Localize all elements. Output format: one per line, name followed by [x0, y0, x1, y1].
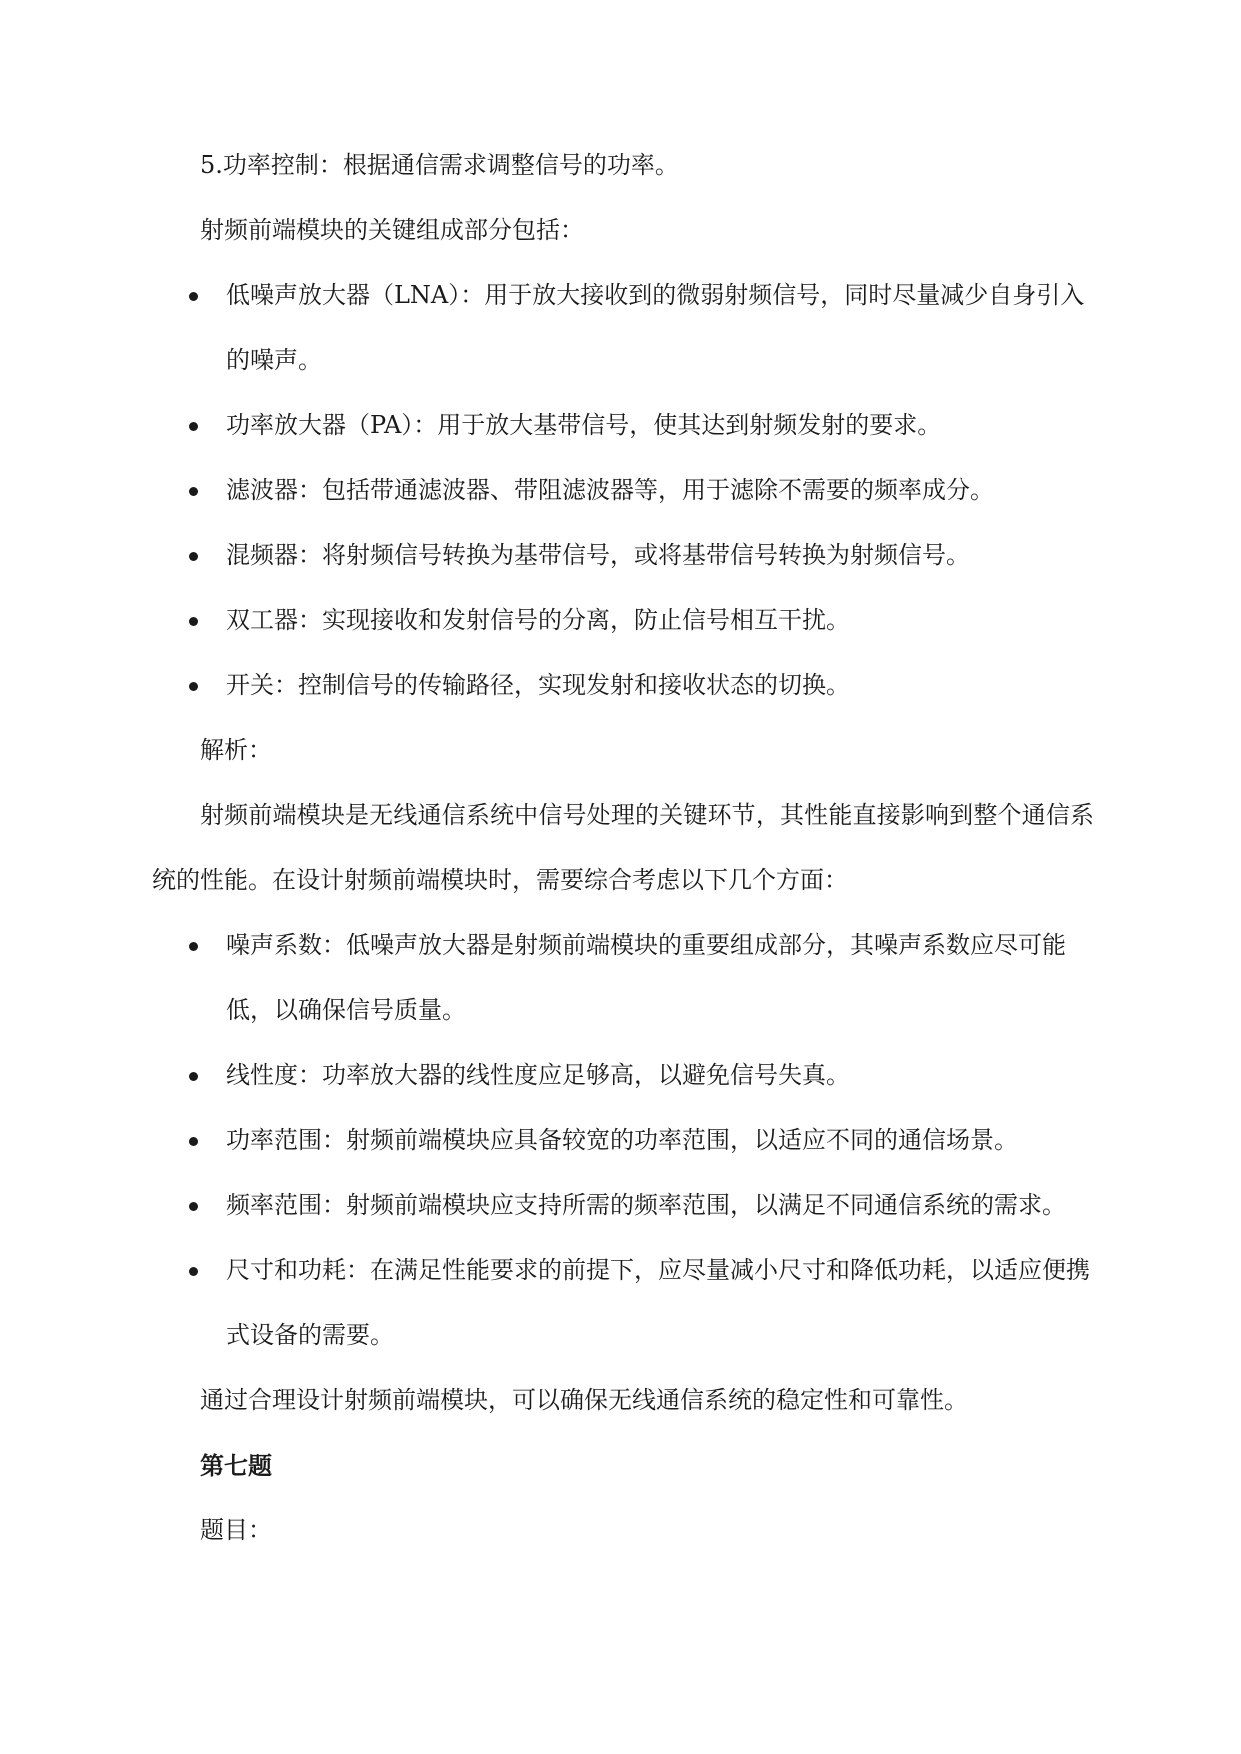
list-item [152, 523, 1094, 588]
list-item-text: 滤波器：包括带通滤波器、带阻滤波器等，用于滤除不需要的频率成分。 [226, 476, 994, 504]
bullet-icon [189, 1202, 198, 1211]
question-label: 题目： [200, 1516, 272, 1544]
list-item-text: 频率范围：射频前端模块应支持所需的频率范围，以满足不同通信系统的需求。 [226, 1191, 1066, 1219]
list-item-text: 尺寸和功耗：在满足性能要求的前提下，应尽量减小尺寸和降低功耗，以适应便携式设备的需要。 [226, 1256, 1090, 1349]
list-item-text: 开关：控制信号的传输路径，实现发射和接收状态的切换。 [226, 671, 850, 699]
list-item-text: 混频器：将射频信号转换为基带信号，或将基带信号转换为射频信号。 [226, 541, 970, 569]
list-item [152, 588, 1094, 653]
bullet-icon [189, 552, 198, 561]
bullet-icon [189, 1267, 198, 1276]
list-item-text: 噪声系数：低噪声放大器是射频前端模块的重要组成部分，其噪声系数应尽可能低，以确保信号质量。 [226, 931, 1066, 1024]
bullet-icon [189, 682, 198, 691]
list-item-text: 线性度：功率放大器的线性度应足够高，以避免信号失真。 [226, 1061, 850, 1089]
bullet-icon [189, 1072, 198, 1081]
list-item-text: 功率范围：射频前端模块应具备较宽的功率范围，以适应不同的通信场景。 [226, 1126, 1018, 1154]
list-item [152, 1238, 1094, 1368]
bullet-icon [189, 422, 198, 431]
bullet-icon [189, 942, 198, 951]
list-item [152, 913, 1094, 1043]
list-item [152, 653, 1094, 718]
list-item [152, 1108, 1094, 1173]
considerations-list [152, 913, 1094, 1368]
bullet-icon [189, 487, 198, 496]
paragraph-power-control: 5.功率控制：根据通信需求调整信号的功率。 [200, 151, 679, 179]
bullet-icon [189, 1137, 198, 1146]
question-heading: 第七题 [200, 1451, 272, 1480]
list-item [152, 1043, 1094, 1108]
paragraph-components-intro: 射频前端模块的关键组成部分包括： [200, 216, 584, 244]
list-item [152, 458, 1094, 523]
components-list [152, 263, 1094, 718]
analysis-label: 解析： [200, 736, 272, 764]
list-item-text: 功率放大器（PA）：用于放大基带信号，使其达到射频发射的要求。 [226, 411, 942, 439]
bullet-icon [189, 292, 198, 301]
list-item-text: 双工器：实现接收和发射信号的分离，防止信号相互干扰。 [226, 606, 850, 634]
paragraph-conclusion: 通过合理设计射频前端模块，可以确保无线通信系统的稳定性和可靠性。 [200, 1386, 968, 1414]
list-item [152, 393, 1094, 458]
list-item [152, 1173, 1094, 1238]
list-item [152, 263, 1094, 393]
document-body [152, 133, 1094, 1563]
paragraph-analysis: 射频前端模块是无线通信系统中信号处理的关键环节，其性能直接影响到整个通信系统的性能。在设计射频前端模块时，需要综合考虑以下几个方面： [152, 801, 1094, 894]
bullet-icon [189, 617, 198, 626]
list-item-text: 低噪声放大器（LNA）：用于放大接收到的微弱射频信号，同时尽量减少自身引入的噪声。 [226, 281, 1085, 374]
